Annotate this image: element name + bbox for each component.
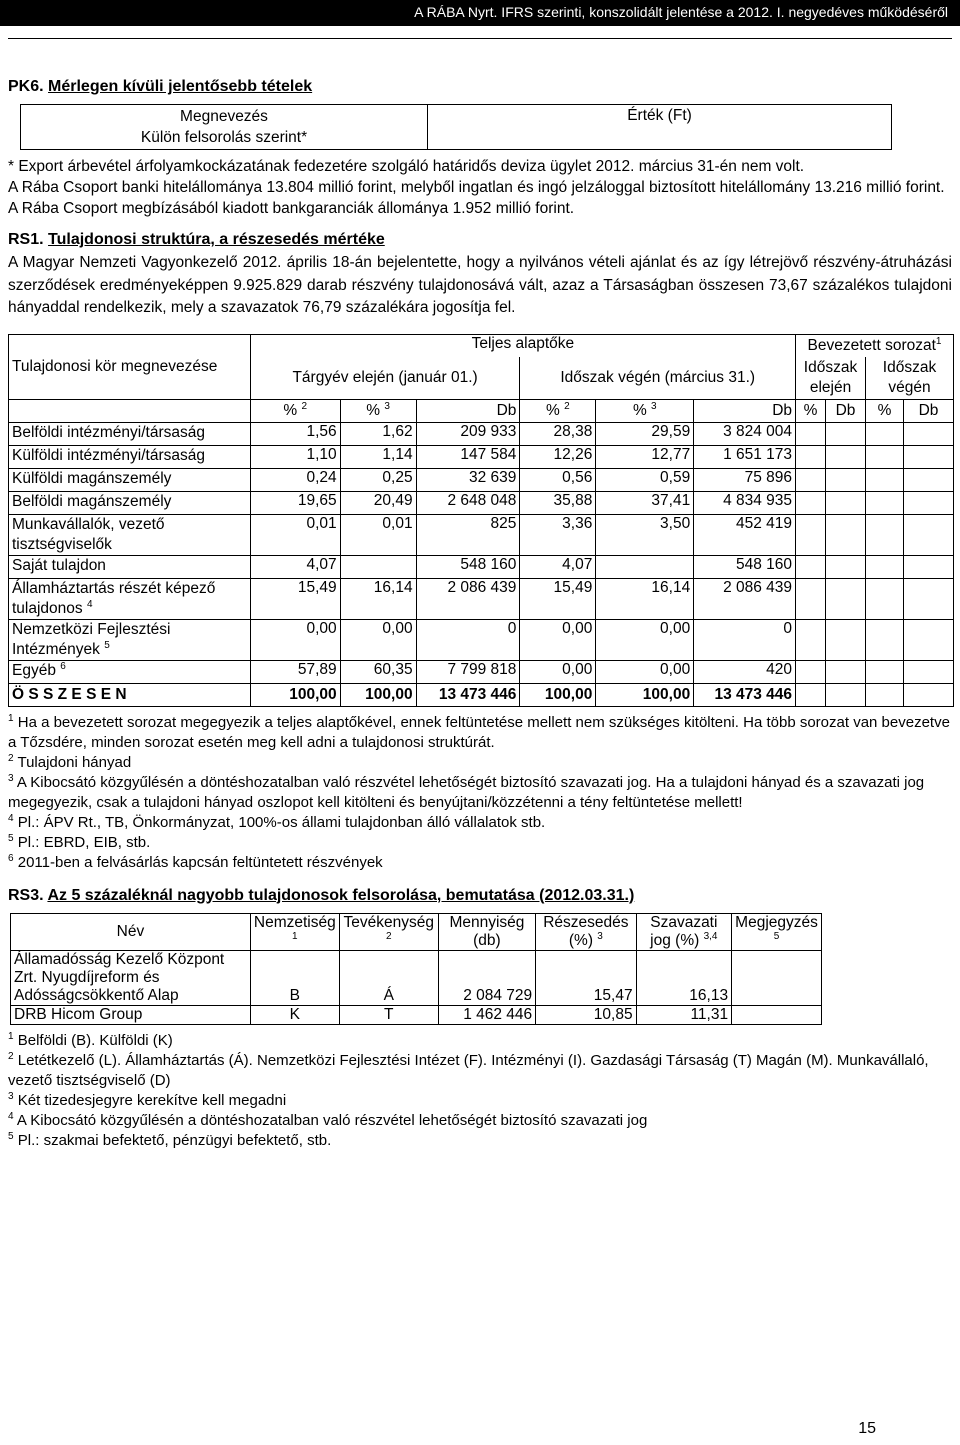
cell-note: [732, 950, 822, 1005]
empty-series-cell: [796, 491, 826, 514]
empty-series-cell: [866, 578, 904, 619]
empty-series-cell: [903, 619, 953, 660]
cell-f: 1 651 173: [694, 445, 796, 468]
cell-e: 3,50: [596, 514, 694, 555]
header-title: A RÁBA Nyrt. IFRS szerinti, konszolidált jelentése a 2012. I. negyedéves működéséről: [414, 4, 948, 20]
empty-series-cell: [866, 491, 904, 514]
empty-series-cell: [903, 514, 953, 555]
pk6-col-name-line1: Megnevezés: [180, 108, 268, 125]
total-row: [9, 683, 954, 706]
footnote: $^1$ Ha a bevezetett sorozat megegyezik a teljes alaptőkével, ennek feltüntetése mellett nem szükséges kitölteni. Ha több sorozat van bevezetve a Tőzsdére, minden sorozat esetén meg kell adni a tulajdonosi struktúrát.: [8, 712, 950, 751]
cell-c: 0: [416, 619, 520, 660]
rs1-title: Tulajdonosi struktúra, a részesedés mértéke: [48, 231, 385, 248]
cell-b: 1,62: [340, 422, 416, 445]
cell-c: 2 086 439: [416, 578, 520, 619]
footnote: $^5$ Pl.: EBRD, EIB, stb.: [8, 832, 151, 851]
cell-a: 0,01: [250, 514, 340, 555]
cell-vote: 16,13: [636, 950, 731, 1005]
cell-d: 15,49: [520, 578, 596, 619]
header-series-end: Időszak végén: [866, 357, 954, 400]
unit-pct: %: [866, 399, 904, 422]
cell-b: 0,01: [340, 514, 416, 555]
rs3-footnotes: [8, 1031, 952, 1151]
cell-d: 0,56: [520, 468, 596, 491]
cell-a: 57,89: [250, 660, 340, 683]
owner-name: Nemzetközi Fejlesztési Intézmények $^5$: [9, 619, 251, 660]
cell-d: 0,00: [520, 619, 596, 660]
cell-share: 10,85: [536, 1005, 636, 1024]
header-nationality: Nemzetiség $^1$: [250, 913, 339, 950]
cell-act: T: [339, 1005, 438, 1024]
empty-series-cell: [796, 555, 826, 578]
unit-db: Db: [903, 399, 953, 422]
major-owners-rows: [11, 950, 822, 1024]
cell-note: [732, 1005, 822, 1024]
pk6-col-name-header: [21, 105, 428, 150]
unit-db: Db: [826, 399, 866, 422]
header-name: Név: [11, 913, 251, 950]
empty-series-cell: [866, 619, 904, 660]
empty-series-cell: [796, 578, 826, 619]
cell-b: 1,14: [340, 445, 416, 468]
table-row: [11, 1005, 822, 1024]
empty-series-cell: [866, 445, 904, 468]
owner-name: Külföldi magánszemély: [9, 468, 251, 491]
pk6-title: Mérlegen kívüli jelentősebb tételek: [48, 78, 313, 95]
empty-series-cell: [826, 619, 866, 660]
rs1-heading: [8, 231, 952, 249]
table-row: [9, 491, 954, 514]
empty-series-cell: [866, 468, 904, 491]
cell-c: 32 639: [416, 468, 520, 491]
ownership-rows: [9, 422, 954, 683]
cell-b: 16,14: [340, 578, 416, 619]
footnote: $^1$ Belföldi (B). Külföldi (K): [8, 1030, 173, 1049]
cell-qty: 2 084 729: [438, 950, 535, 1005]
cell-e: 37,41: [596, 491, 694, 514]
pk6-col-name-line2: Külön felsorolás szerint*: [140, 129, 308, 146]
owner-name: Államháztartás részét képező tulajdonos $^4$: [9, 578, 251, 619]
empty-series-cell: [826, 422, 866, 445]
header-divider: [8, 38, 952, 39]
footnote: $^5$ Pl.: szakmai befektető, pénzügyi befektető, stb.: [8, 1130, 332, 1149]
document-body: [8, 78, 952, 1151]
cell-a: 0,24: [250, 468, 340, 491]
cell-a: 15,49: [250, 578, 340, 619]
owner-name: Egyéb $^6$: [9, 660, 251, 683]
empty-series-cell: [826, 445, 866, 468]
empty-series-cell: [826, 578, 866, 619]
header-activity: Tevékenység $^2$: [339, 913, 438, 950]
empty-series-cell: [866, 514, 904, 555]
cell-c: 825: [416, 514, 520, 555]
empty-series-cell: [796, 422, 826, 445]
cell-name: Államadósság Kezelő Központ Zrt. Nyugdíjreform és Adósságcsökkentő Alap: [11, 950, 251, 1005]
pk6-code: PK6.: [8, 78, 44, 95]
owner-name: Munkavállalók, vezető tisztségviselők: [9, 514, 251, 555]
cell-vote: 11,31: [636, 1005, 731, 1024]
empty-series-cell: [826, 660, 866, 683]
empty-series-cell: [903, 468, 953, 491]
table-row: [9, 514, 954, 555]
empty-series-cell: [826, 514, 866, 555]
rs1-footnotes: [8, 713, 952, 873]
cell-e: 29,59: [596, 422, 694, 445]
footnote: $^4$ Pl.: ÁPV Rt., TB, Önkormányzat, 100%-os állami tulajdonban álló vállalatok stb.: [8, 812, 546, 831]
cell-f: 0: [694, 619, 796, 660]
cell-f: 548 160: [694, 555, 796, 578]
cell-d: 12,26: [520, 445, 596, 468]
cell-c: 209 933: [416, 422, 520, 445]
cell-nat: K: [250, 1005, 339, 1024]
total-d: 100,00: [520, 683, 596, 706]
rs3-code: RS3.: [8, 886, 44, 904]
unit-db: Db: [694, 399, 796, 422]
header-total-capital: Teljes alaptőke: [250, 334, 795, 357]
cell-f: 452 419: [694, 514, 796, 555]
empty-series-cell: [796, 468, 826, 491]
cell-d: 35,88: [520, 491, 596, 514]
pk6-paragraph-2: A Rába Csoport banki hitelállománya 13.804 millió forint, melyből ingatlan és ingó jelzáloggal biztosított hitelállomány 13.216 millió forint.: [8, 179, 945, 196]
cell-f: 420: [694, 660, 796, 683]
total-b: 100,00: [340, 683, 416, 706]
cell-a: 4,07: [250, 555, 340, 578]
empty-series-cell: [826, 468, 866, 491]
header-vote: Szavazati jog (%) $^{3,4}$: [636, 913, 731, 950]
total-c: 13 473 446: [416, 683, 520, 706]
empty-series-cell: [903, 445, 953, 468]
header-period-start: Tárgyév elején (január 01.): [250, 357, 520, 400]
rs3-title: Az 5 százaléknál nagyobb tulajdonosok felsorolása, bemutatása (2012.03.31.): [47, 886, 635, 904]
rs1-code: RS1.: [8, 231, 44, 248]
cell-a: 1,56: [250, 422, 340, 445]
cell-d: 0,00: [520, 660, 596, 683]
cell-f: 3 824 004: [694, 422, 796, 445]
empty-series-cell: [796, 619, 826, 660]
footnote: $^3$ Két tizedesjegyre kerekítve kell megadni: [8, 1090, 287, 1109]
rs3-heading: [8, 887, 952, 905]
units-empty: [9, 399, 251, 422]
cell-b: 60,35: [340, 660, 416, 683]
table-row: [9, 422, 954, 445]
pk6-paragraph-1: * Export árbevétel árfolyamkockázatának fedezetére szolgáló határidős deviza ügylet 2012. március 31-én nem volt.: [8, 158, 805, 175]
owner-name: Külföldi intézményi/társaság: [9, 445, 251, 468]
table-row: [9, 660, 954, 683]
units-row: [9, 399, 954, 422]
empty-series-cell: [903, 491, 953, 514]
header-share: Részesedés (%) $^3$: [536, 913, 636, 950]
cell-nat: B: [250, 950, 339, 1005]
cell-e: 0,00: [596, 660, 694, 683]
total-e: 100,00: [596, 683, 694, 706]
owner-name: Saját tulajdon: [9, 555, 251, 578]
footnote: $^2$ Tulajdoni hányad: [8, 752, 132, 771]
cell-a: 19,65: [250, 491, 340, 514]
empty-series-cell: [796, 445, 826, 468]
cell-d: 28,38: [520, 422, 596, 445]
unit-db: Db: [416, 399, 520, 422]
cell-e: 0,00: [596, 619, 694, 660]
total-f: 13 473 446: [694, 683, 796, 706]
page-number: 15: [858, 1420, 876, 1437]
unit-pct: % $^2$: [250, 399, 340, 422]
cell-b: 20,49: [340, 491, 416, 514]
empty-series-cell: [903, 555, 953, 578]
cell-b: 0,25: [340, 468, 416, 491]
footnote: $^3$ A Kibocsátó közgyűlésén a döntéshozatalban való részvétel lehetőségét biztosító szavazati jog. Ha a tulajdoni hányad és a szavazati jog megegyezik, csak a tulajdoni hányad oszlopot kell kitölteni és benyújtani/közzétenni a tény feltüntetése mellett!: [8, 772, 925, 811]
cell-c: 147 584: [416, 445, 520, 468]
pk6-heading: [8, 78, 952, 96]
cell-qty: 1 462 446: [438, 1005, 535, 1024]
major-owners-table: [10, 913, 822, 1025]
table-row: [9, 445, 954, 468]
table-row: [11, 950, 822, 1005]
cell-act: Á: [339, 950, 438, 1005]
total-label: Ö S S Z E S E N: [9, 683, 251, 706]
ownership-structure-table: [8, 334, 954, 707]
pk6-table: [20, 104, 892, 150]
table-row: [9, 555, 954, 578]
header-quantity: Mennyiség (db): [438, 913, 535, 950]
unit-pct: % $^3$: [596, 399, 694, 422]
cell-d: 4,07: [520, 555, 596, 578]
footnote-ref: 1: [935, 335, 942, 347]
empty-series-cell: [796, 514, 826, 555]
header-series-start: Időszak elején: [796, 357, 866, 400]
table-row: [9, 578, 954, 619]
pk6-paragraph-3: A Rába Csoport megbízásából kiadott bankgaranciák állománya 1.952 millió forint.: [8, 200, 575, 217]
cell-f: 4 834 935: [694, 491, 796, 514]
unit-pct: % $^3$: [340, 399, 416, 422]
pk6-col-value-header: Érték (Ft): [428, 105, 892, 150]
empty-series-cell: [796, 660, 826, 683]
header-period-end: Időszak végén (március 31.): [520, 357, 796, 400]
owner-name: Belföldi intézményi/társaság: [9, 422, 251, 445]
cell-share: 15,47: [536, 950, 636, 1005]
empty-series-cell: [826, 491, 866, 514]
cell-name: DRB Hicom Group: [11, 1005, 251, 1024]
empty-series-cell: [866, 660, 904, 683]
empty-series-cell: [903, 660, 953, 683]
cell-f: 2 086 439: [694, 578, 796, 619]
rs1-paragraph: A Magyar Nemzeti Vagyonkezelő 2012. április 18-án bejelentette, hogy a nyilvános vételi ajánlat és az így létrejövő részvény-átruházási szerződések eredményeképpen 9.925.829 darab részvény tulajdonosává vált, azaz a Társaságban összesen 73,67 százalékos tulajdoni hányaddal rendelkezik, mely a szavazatok 76,79 százalékára jogosítja fel.: [8, 254, 952, 316]
empty-series-cell: [866, 555, 904, 578]
cell-c: 2 648 048: [416, 491, 520, 514]
cell-e: 12,77: [596, 445, 694, 468]
empty-series-cell: [903, 578, 953, 619]
cell-a: 0,00: [250, 619, 340, 660]
footnote: $^6$ 2011-ben a felvásárlás kapcsán feltüntetett részvények: [8, 852, 383, 871]
owner-name: Belföldi magánszemély: [9, 491, 251, 514]
cell-e: [596, 555, 694, 578]
cell-a: 1,10: [250, 445, 340, 468]
header-listed-series-label: Bevezetett sorozat: [807, 336, 936, 354]
unit-pct: %: [796, 399, 826, 422]
header-owner-category: Tulajdonosi kör megnevezése: [9, 334, 251, 399]
header-listed-series: [796, 334, 954, 357]
table-row: [9, 619, 954, 660]
cell-e: 16,14: [596, 578, 694, 619]
footnote: $^2$ Letétkezelő (L). Államháztartás (Á). Nemzetközi Fejlesztési Intézet (F). Intézményi (I). Gazdasági Társaság (T) Magán (M). Munkavállaló, vezető tisztségviselő (D): [8, 1050, 929, 1089]
cell-d: 3,36: [520, 514, 596, 555]
cell-b: 0,00: [340, 619, 416, 660]
empty-series-cell: [866, 422, 904, 445]
cell-c: 7 799 818: [416, 660, 520, 683]
cell-b: [340, 555, 416, 578]
cell-c: 548 160: [416, 555, 520, 578]
empty-series-cell: [903, 422, 953, 445]
empty-series-cell: [826, 555, 866, 578]
footnote: $^4$ A Kibocsátó közgyűlésén a döntéshozatalban való részvétel lehetőségét biztosító szavazati jog: [8, 1110, 648, 1129]
page-header: [0, 0, 960, 26]
total-a: 100,00: [250, 683, 340, 706]
unit-pct: % $^2$: [520, 399, 596, 422]
header-note: Megjegyzés $^5$: [732, 913, 822, 950]
cell-f: 75 896: [694, 468, 796, 491]
cell-e: 0,59: [596, 468, 694, 491]
table-row: [9, 468, 954, 491]
